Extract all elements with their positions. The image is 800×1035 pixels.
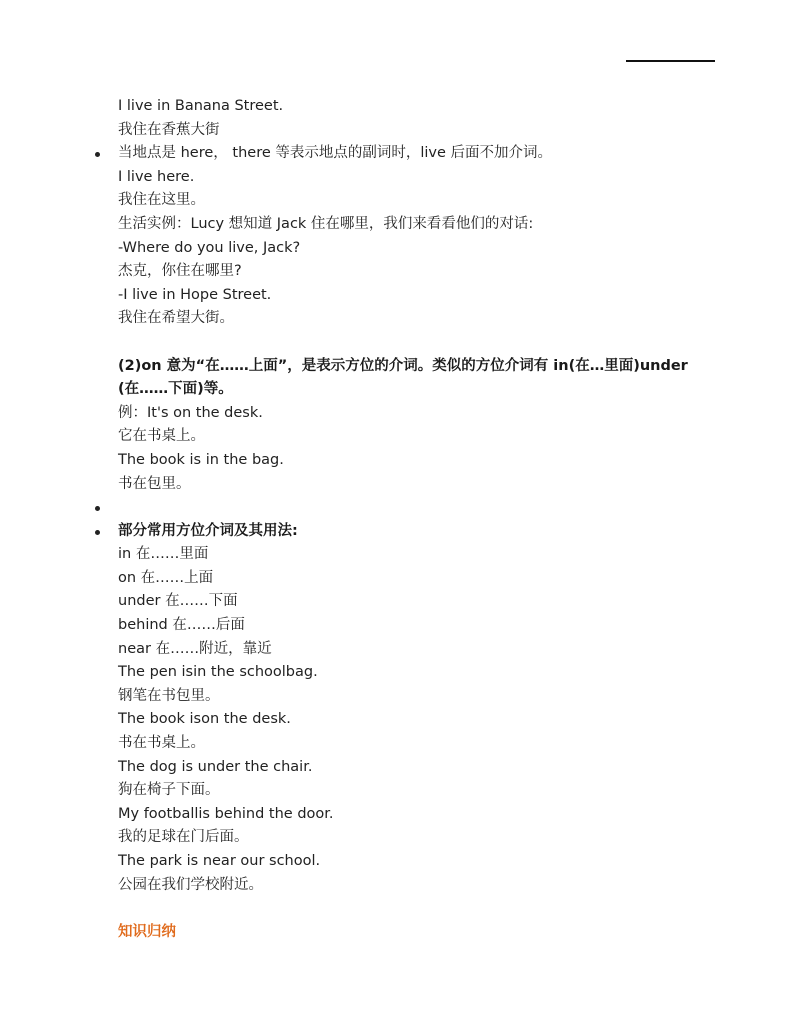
text-line: The book is in the bag. bbox=[118, 451, 284, 468]
text-line: I live in Banana Street. bbox=[118, 98, 284, 114]
text-line: 例：It's on the desk. bbox=[118, 404, 263, 421]
text-line: 我住在这里。 bbox=[118, 192, 205, 209]
text-line: My footballis behind the door. bbox=[118, 805, 334, 822]
text-line: 钢笔在书包里。 bbox=[118, 687, 220, 704]
text-line: under 在……下面 bbox=[118, 593, 238, 610]
document-body bbox=[118, 95, 718, 944]
text-line: -Where do you live, Jack? bbox=[118, 239, 301, 256]
section-heading-on-cont: (在……下面)等。 bbox=[118, 381, 233, 398]
text-line: 我住在希望大街。 bbox=[118, 310, 234, 327]
bullet-item-empty bbox=[118, 496, 718, 520]
text-line: 公园在我们学校附近。 bbox=[118, 876, 263, 893]
section-heading-prepositions: 部分常用方位介词及其用法: bbox=[118, 520, 718, 544]
bullet-item-here-rule: 当地点是 here， there 等表示地点的副词时，live 后面不加介词。 bbox=[118, 142, 718, 166]
spacer bbox=[118, 331, 718, 355]
text-line: I live here. bbox=[118, 168, 195, 185]
text-line: The park is near our school. bbox=[118, 853, 321, 869]
text-line: in 在……里面 bbox=[118, 546, 209, 563]
text-line: 我的足球在门后面。 bbox=[118, 829, 249, 846]
text-line: 书在包里。 bbox=[118, 475, 191, 492]
text-line: The dog is under the chair. bbox=[118, 758, 313, 775]
text-line: behind 在……后面 bbox=[118, 617, 245, 634]
header-rule bbox=[626, 60, 715, 62]
text-line: -I live in Hope Street. bbox=[118, 286, 272, 303]
text-line: The pen isin the schoolbag. bbox=[118, 664, 318, 681]
text-line: 杰克，你住在哪里? bbox=[118, 263, 242, 280]
text-line: 狗在椅子下面。 bbox=[118, 782, 220, 799]
section-heading-on: (2)on 意为“在……上面”，是表示方位的介词。类似的方位介词有 in(在…里面)under bbox=[118, 357, 688, 374]
knowledge-summary-heading: 知识归纳 bbox=[118, 923, 176, 940]
text-line: on 在……上面 bbox=[118, 569, 214, 586]
text-line: 书在书桌上。 bbox=[118, 735, 205, 752]
text-line: near 在……附近，靠近 bbox=[118, 640, 272, 657]
text-line: The book ison the desk. bbox=[118, 711, 291, 728]
text-line: 它在书桌上。 bbox=[118, 428, 205, 445]
text-line: 我住在香蕉大街 bbox=[118, 121, 220, 138]
spacer bbox=[118, 897, 718, 921]
text-line: 生活实例：Lucy 想知道 Jack 住在哪里，我们来看看他们的对话: bbox=[118, 215, 534, 232]
